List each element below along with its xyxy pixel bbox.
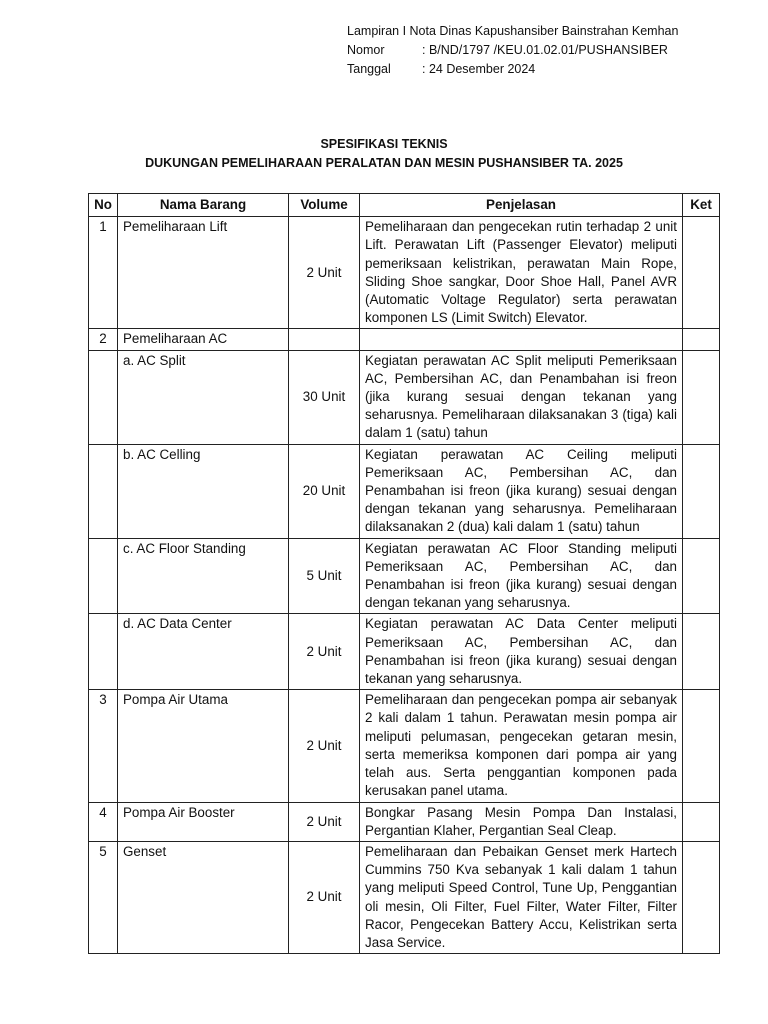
row-volume: 20 Unit xyxy=(289,444,360,538)
table-row xyxy=(89,350,720,444)
row-no: 4 xyxy=(89,802,118,841)
row-volume: 30 Unit xyxy=(289,350,360,444)
row-nama: Pompa Air Utama xyxy=(118,690,289,802)
table-row xyxy=(89,841,720,953)
row-ket xyxy=(683,538,720,614)
lampiran-line: Lampiran I Nota Dinas Kapushansiber Bainstrahan Kemhan xyxy=(347,24,679,38)
table-row xyxy=(89,217,720,329)
row-ket xyxy=(683,690,720,802)
row-penjelasan: Pemeliharaan dan Pebaikan Genset merk Hartech Cummins 750 Kva sebanyak 1 kali dalam 1 tahun yang meliputi Speed Control, Tune Up, Penggantian oli mesin, Oli Filter, Fuel Filter, Water Filter, Filter Racor, Pengecekan Battery Accu, Kelistrikan serta Jasa Service. xyxy=(360,841,683,953)
nomor-row xyxy=(347,41,678,60)
row-no xyxy=(89,538,118,614)
document-header xyxy=(347,22,678,79)
row-nama: c. AC Floor Standing xyxy=(118,538,289,614)
row-volume: 2 Unit xyxy=(289,614,360,690)
row-ket xyxy=(683,841,720,953)
row-ket xyxy=(683,329,720,350)
row-no: 1 xyxy=(89,217,118,329)
row-nama: Pemeliharaan AC xyxy=(118,329,289,350)
table-row xyxy=(89,690,720,802)
row-nama: Pemeliharaan Lift xyxy=(118,217,289,329)
row-ket xyxy=(683,614,720,690)
row-no: 2 xyxy=(89,329,118,350)
table-row xyxy=(89,329,720,350)
row-penjelasan: Kegiatan perawatan AC Split meliputi Pemeriksaan AC, Pembersihan AC, dan Penambahan isi freon (jika kurang sesuai dengan tekanan yang seharusnya. Pemeliharaan dilaksanakan 3 (tiga) kali dalam 1 (satu) tahun xyxy=(360,350,683,444)
row-no xyxy=(89,350,118,444)
col-ket: Ket xyxy=(683,194,720,217)
row-volume: 2 Unit xyxy=(289,217,360,329)
row-no: 5 xyxy=(89,841,118,953)
row-nama: b. AC Celling xyxy=(118,444,289,538)
row-penjelasan xyxy=(360,329,683,350)
table-row xyxy=(89,444,720,538)
nomor-value: : B/ND/1797 /KEU.01.02.01/PUSHANSIBER xyxy=(422,43,668,57)
row-ket xyxy=(683,350,720,444)
row-no xyxy=(89,444,118,538)
document-subtitle: DUKUNGAN PEMELIHARAAN PERALATAN DAN MESIN PUSHANSIBER TA. 2025 xyxy=(145,156,623,170)
row-volume: 2 Unit xyxy=(289,841,360,953)
row-nama: a. AC Split xyxy=(118,350,289,444)
col-nama: Nama Barang xyxy=(118,194,289,217)
row-ket xyxy=(683,802,720,841)
tanggal-label: Tanggal xyxy=(347,62,391,76)
table-row xyxy=(89,538,720,614)
row-volume: 2 Unit xyxy=(289,802,360,841)
row-penjelasan: Kegiatan perawatan AC Floor Standing meliputi Pemeriksaan AC, Pembersihan AC, dan Penambahan isi freon (jika kurang) sesuai dengan dengan tekanan yang seharusnya. xyxy=(360,538,683,614)
col-no: No xyxy=(89,194,118,217)
row-volume: 2 Unit xyxy=(289,690,360,802)
col-penjelasan: Penjelasan xyxy=(360,194,683,217)
row-nama: Genset xyxy=(118,841,289,953)
col-volume: Volume xyxy=(289,194,360,217)
row-penjelasan: Pemeliharaan dan pengecekan rutin terhadap 2 unit Lift. Perawatan Lift (Passenger Elevator) meliputi pemeriksaan kelistrikan, perawatan Main Rope, Sliding Shoe sangkar, Door Shoe Hall, Panel AVR (Automatic Voltage Regulator) serta perawatan komponen LS (Limit Switch) Elevator. xyxy=(360,217,683,329)
row-nama: Pompa Air Booster xyxy=(118,802,289,841)
row-volume xyxy=(289,329,360,350)
row-ket xyxy=(683,217,720,329)
table-row xyxy=(89,802,720,841)
document-title: SPESIFIKASI TEKNIS xyxy=(320,137,448,151)
nomor-label: Nomor xyxy=(347,43,385,57)
row-ket xyxy=(683,444,720,538)
row-penjelasan: Pemeliharaan dan pengecekan pompa air sebanyak 2 kali dalam 1 tahun. Perawatan mesin pompa air meliputi pelumasan, pengecekan getaran mesin, serta memeriksa komponen dari pompa air yang telah aus. Serta penggantian komponen pada kerusakan panel utama. xyxy=(360,690,683,802)
row-penjelasan: Kegiatan perawatan AC Ceiling meliputi Pemeriksaan AC, Pembersihan AC, dan Penambahan isi freon (jika kurang) sesuai dengan dengan tekanan yang seharusnya. Pemeliharaan dilaksanakan 2 (dua) kali dalam 1 (satu) tahun xyxy=(360,444,683,538)
row-volume: 5 Unit xyxy=(289,538,360,614)
tanggal-row xyxy=(347,60,678,79)
row-nama: d. AC Data Center xyxy=(118,614,289,690)
row-penjelasan: Kegiatan perawatan AC Data Center meliputi Pemeriksaan AC, Pembersihan AC, dan Penambahan isi freon (jika kurang) sesuai dengan tekanan yang seharusnya. xyxy=(360,614,683,690)
table-header-row xyxy=(89,194,720,217)
tanggal-value: : 24 Desember 2024 xyxy=(422,62,536,76)
row-penjelasan: Bongkar Pasang Mesin Pompa Dan Instalasi, Pergantian Klaher, Pergantian Seal Cleap. xyxy=(360,802,683,841)
table-row xyxy=(89,614,720,690)
row-no xyxy=(89,614,118,690)
row-no: 3 xyxy=(89,690,118,802)
spec-table xyxy=(88,193,720,954)
